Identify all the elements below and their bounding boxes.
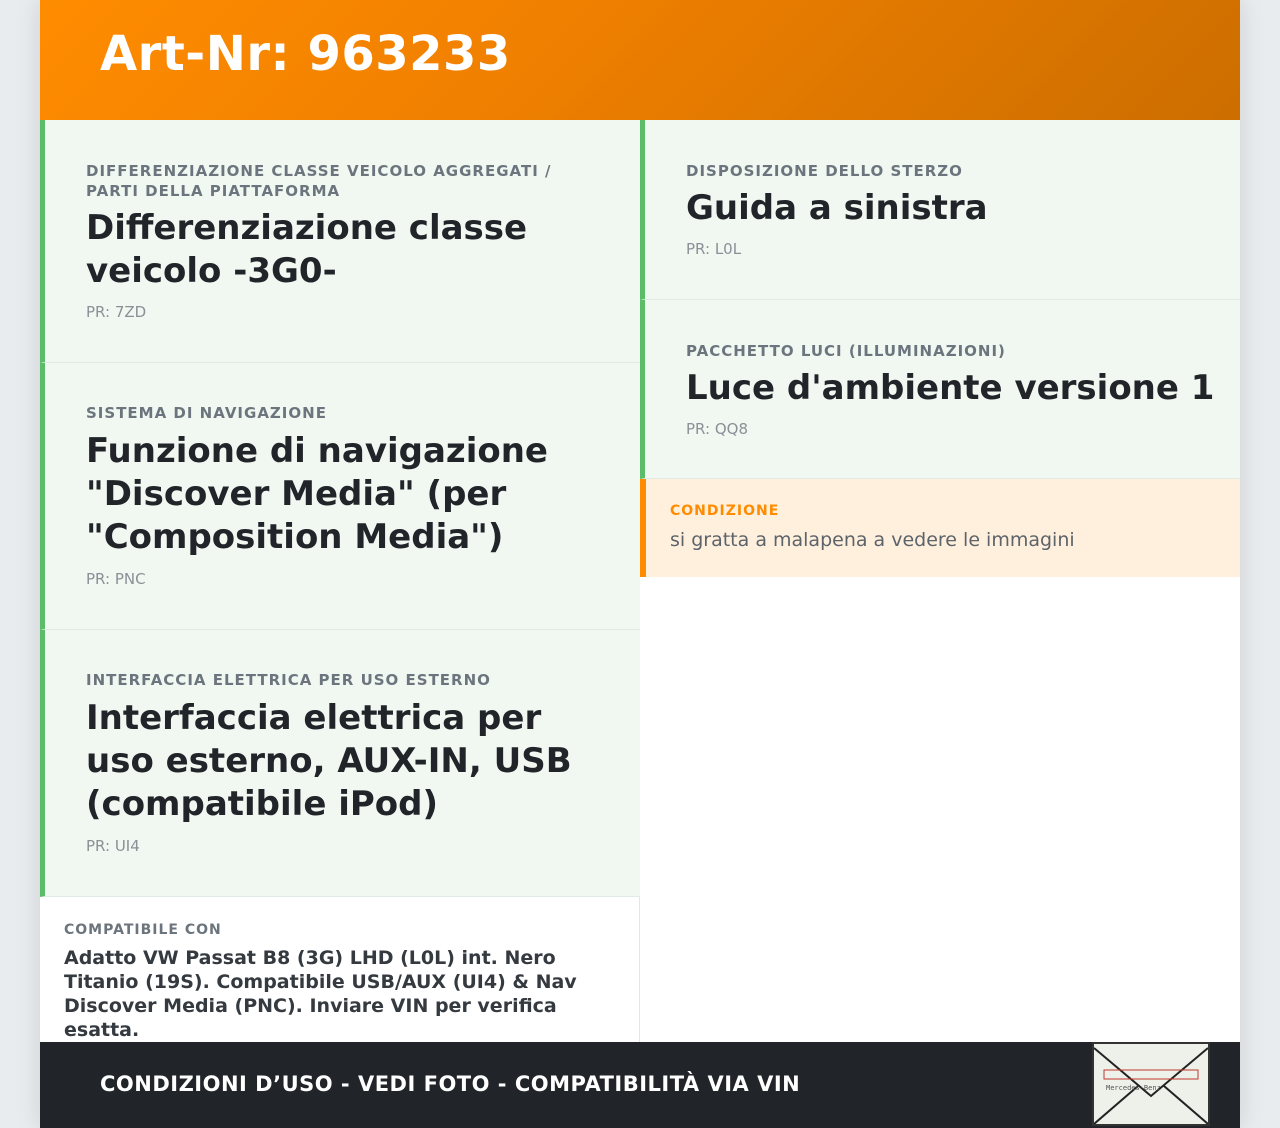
spec-label: DIFFERENZIAZIONE CLASSE VEICOLO AGGREGATI / PARTI DELLA PIATTAFORMA: [86, 162, 552, 200]
spec-value: Luce d'ambiente versione 1: [686, 368, 1215, 408]
condition-text: si gratta a malapena a vedere le immagini: [670, 529, 1075, 551]
compatibility-text: Adatto VW Passat B8 (3G) LHD (L0L) int. Nero Titanio (19S). Compatibile USB/AUX (UI4) & Nav Discover Media (PNC). Inviare VIN per verifica esatta.: [64, 947, 577, 1041]
spec-card-steering: [640, 120, 1240, 300]
spec-value: Funzione di navigazione "Discover Media" (per "Composition Media"): [86, 431, 548, 557]
footer-text: CONDIZIONI D’USO - VEDI FOTO - COMPATIBILITÀ VIA VIN: [100, 1072, 801, 1096]
column-divider: [639, 897, 640, 1042]
spec-code: PR: 7ZD: [86, 303, 147, 321]
condition-label: CONDIZIONE: [670, 503, 780, 519]
spec-value: Interfaccia elettrica per uso esterno, AUX-IN, USB (compatibile iPod): [86, 698, 572, 824]
spec-label: INTERFACCIA ELETTRICA PER USO ESTERNO: [86, 671, 491, 689]
spec-card-platform: [40, 120, 640, 363]
compatibility-label: COMPATIBILE CON: [64, 922, 222, 938]
stamp-label: Mercedes-Benz: [1106, 1084, 1161, 1092]
spec-card-lights: [640, 300, 1240, 479]
spec-value: Differenziazione classe veicolo -3G0-: [86, 208, 528, 291]
spec-card-navigation: [40, 363, 640, 630]
spec-code: PR: L0L: [686, 240, 742, 258]
spec-value: Guida a sinistra: [686, 188, 988, 228]
spec-code: PR: UI4: [86, 837, 140, 855]
footer-bar: [40, 1042, 1240, 1128]
spec-label: PACCHETTO LUCI (ILLUMINAZIONI): [686, 342, 1006, 360]
envelope-stamp-icon: [1092, 1042, 1210, 1126]
spec-code: PR: QQ8: [686, 420, 748, 438]
spec-label: SISTEMA DI NAVIGAZIONE: [86, 404, 327, 422]
compatibility-box: [40, 897, 640, 1042]
condition-box: [640, 479, 1240, 577]
spec-label: DISPOSIZIONE DELLO STERZO: [686, 162, 963, 180]
product-sheet: [40, 0, 1240, 1128]
page-title: Art-Nr: 963233: [100, 26, 511, 82]
spec-code: PR: PNC: [86, 570, 146, 588]
spec-card-interface: [40, 630, 640, 897]
header-bar: [40, 0, 1240, 120]
